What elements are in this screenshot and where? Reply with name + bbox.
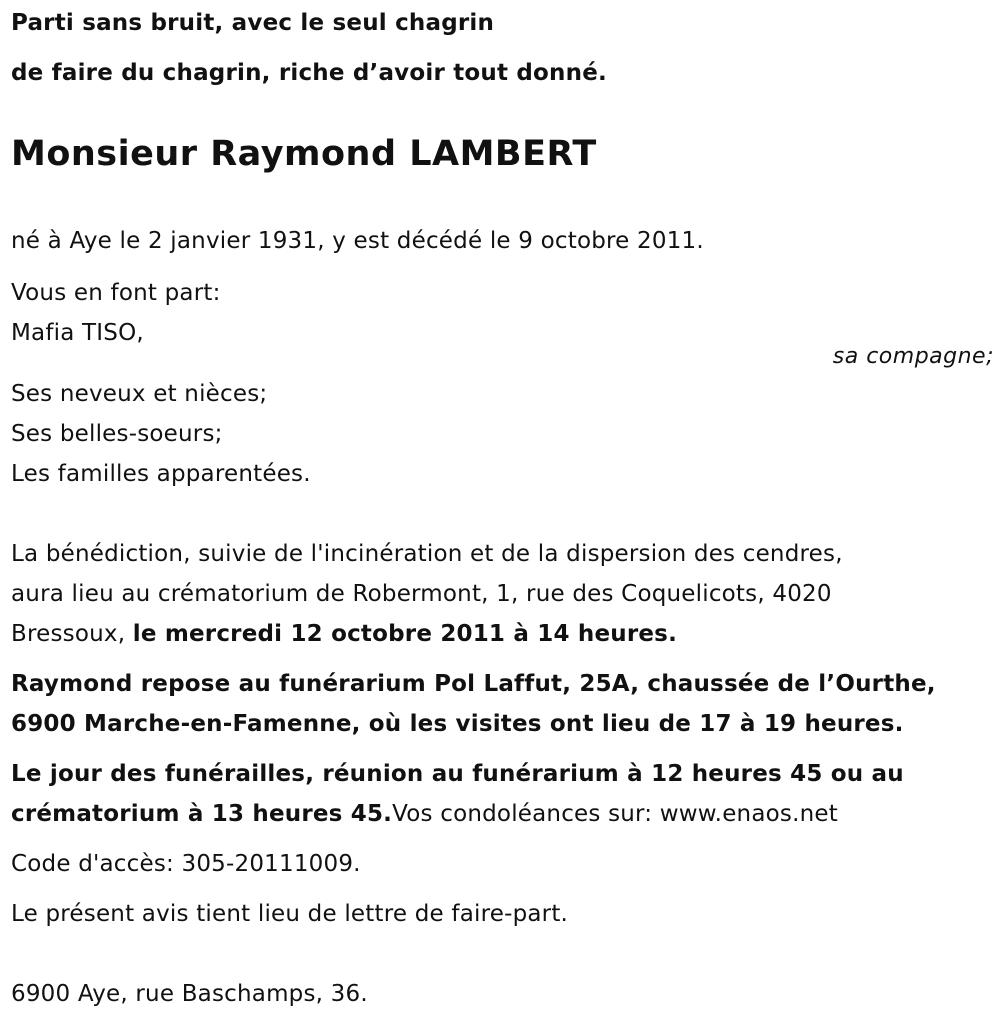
family-relatives: Les familles apparentées.	[11, 461, 311, 487]
birth-death-line: né à Aye le 2 janvier 1931, y est décédé le 9 octobre 2011.	[11, 228, 704, 254]
rest-line-2: 6900 Marche-en-Famenne, où les visites ont lieu de 17 à 19 heures.	[11, 711, 904, 737]
epitaph-line-2: de faire du chagrin, riche d’avoir tout donné.	[11, 60, 607, 86]
address: 6900 Aye, rue Baschamps, 36.	[11, 981, 368, 1007]
ceremony-date: le mercredi 12 octobre 2011 à 14 heures.	[132, 621, 678, 647]
notice-text: Le présent avis tient lieu de lettre de faire-part.	[11, 901, 569, 927]
funeral-day-time: crématorium à 13 heures 45.	[11, 801, 393, 827]
family-sisters-in-law: Ses belles-soeurs;	[11, 421, 223, 447]
partner-role: sa compagne;	[832, 344, 994, 369]
ceremony-location-end: Bressoux,	[11, 621, 133, 647]
ceremony-line-2: aura lieu au crématorium de Robermont, 1, rue des Coquelicots, 4020	[11, 581, 832, 607]
funeral-day-line-1: Le jour des funérailles, réunion au funérarium à 12 heures 45 ou au	[11, 761, 904, 787]
access-code: Code d'accès: 305-20111009.	[11, 851, 361, 877]
epitaph-line-1: Parti sans bruit, avec le seul chagrin	[11, 10, 495, 36]
rest-line-1: Raymond repose au funérarium Pol Laffut, 25A, chaussée de l’Ourthe,	[11, 671, 936, 697]
deceased-name: Monsieur Raymond LAMBERT	[11, 134, 597, 174]
condolences-text: Vos condoléances sur: www.enaos.net	[392, 801, 838, 827]
ceremony-line-3	[11, 621, 677, 647]
ceremony-line-1: La bénédiction, suivie de l'incinération et de la dispersion des cendres,	[11, 541, 843, 567]
family-nephews: Ses neveux et nièces;	[11, 381, 268, 407]
partner-name: Mafia TISO,	[11, 320, 144, 346]
announce-intro: Vous en font part:	[11, 280, 221, 306]
funeral-day-line-2	[11, 801, 838, 827]
